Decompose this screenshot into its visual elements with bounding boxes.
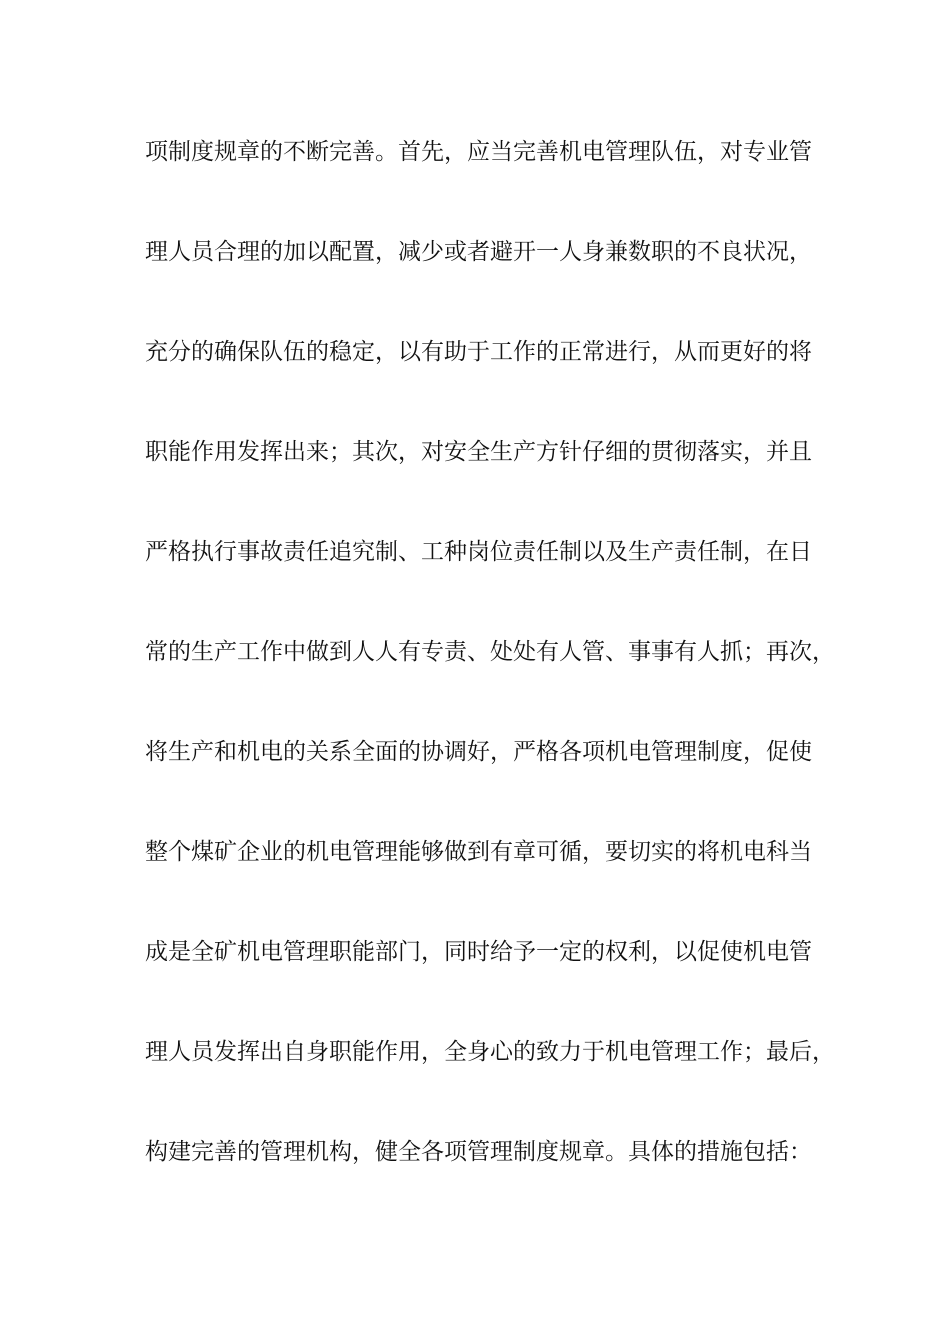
text-line: 整个煤矿企业的机电管理能够做到有章可循，要切实的将机电科当 [145, 839, 812, 865]
text-line: 成是全矿机电管理职能部门，同时给予一定的权利，以促使机电管 [145, 939, 812, 965]
text-line: 理人员发挥出自身职能作用，全身心的致力于机电管理工作；最后， [145, 1039, 835, 1065]
text-line: 严格执行事故责任追究制、工种岗位责任制以及生产责任制，在日 [145, 539, 812, 565]
text-line: 项制度规章的不断完善。首先，应当完善机电管理队伍，对专业管 [145, 139, 812, 165]
text-line: 构建完善的管理机构，健全各项管理制度规章。具体的措施包括： [145, 1139, 812, 1165]
text-line: 充分的确保队伍的稳定，以有助于工作的正常进行，从而更好的将 [145, 339, 812, 365]
text-line: 职能作用发挥出来；其次，对安全生产方针仔细的贯彻落实，并且 [145, 439, 812, 465]
text-line: 理人员合理的加以配置，减少或者避开一人身兼数职的不良状况， [145, 239, 812, 265]
text-line: 常的生产工作中做到人人有专责、处处有人管、事事有人抓；再次， [145, 639, 835, 665]
text-line: 将生产和机电的关系全面的协调好，严格各项机电管理制度，促使 [145, 739, 812, 765]
body-paragraph [145, 132, 835, 1232]
